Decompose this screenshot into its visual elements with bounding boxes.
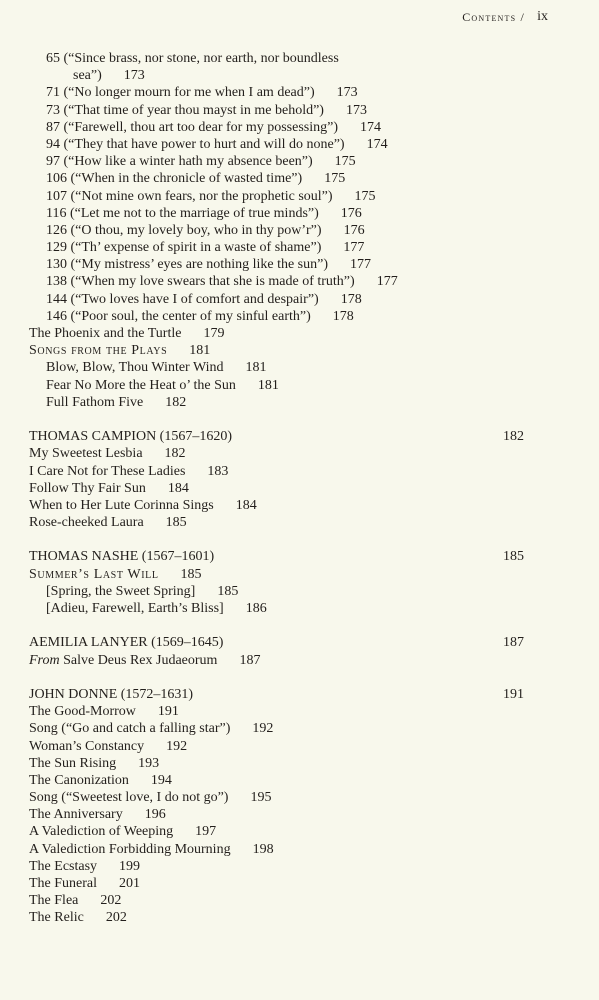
toc-subheading: Songs from the Plays 181 (29, 343, 211, 359)
toc-entry: 126 (“O thou, my lovely boy, who in thy pow’r”) 176 (46, 222, 365, 238)
toc-entry: The Ecstasy 199 (29, 858, 141, 874)
toc-entry: 130 (“My mistress’ eyes are nothing like the sun”) 177 (46, 257, 372, 273)
toc-entry: A Valediction of Weeping 197 (29, 824, 217, 840)
toc-entry: sea”) 173 (73, 68, 145, 84)
toc-entry: Song (“Sweetest love, I do not go”) 195 (29, 790, 272, 806)
toc-entry: 107 (“Not mine own fears, nor the prophetic soul”) 175 (46, 188, 376, 204)
toc-entry: [Spring, the Sweet Spring] 185 (46, 583, 239, 599)
toc-entry: The Good-Morrow 191 (29, 704, 179, 720)
toc-entry: The Canonization 194 (29, 772, 172, 788)
toc-entry: My Sweetest Lesbia 182 (29, 446, 186, 462)
toc-entry: The Anniversary 196 (29, 807, 166, 823)
running-head: Contents / (462, 10, 525, 24)
toc-entry: Woman’s Constancy 192 (29, 738, 188, 754)
author-heading: THOMAS NASHE (1567–1601) 185 (29, 549, 524, 565)
toc-entry: When to Her Lute Corinna Sings 184 (29, 497, 257, 513)
toc-entry: 94 (“They that have power to hurt and will do none”) 174 (46, 136, 388, 152)
toc-entry: 71 (“No longer mourn for me when I am dead”) 173 (46, 85, 358, 101)
toc-entry: 129 (“Th’ expense of spirit in a waste of shame”) 177 (46, 240, 365, 256)
toc-entry: Blow, Blow, Thou Winter Wind 181 (46, 360, 267, 376)
toc-entry: 138 (“When my love swears that she is made of truth”) 177 (46, 274, 398, 290)
toc-entry: A Valediction Forbidding Mourning 198 (29, 841, 274, 857)
toc-entry: 144 (“Two loves have I of comfort and despair”) 178 (46, 291, 362, 307)
toc-entry: The Phoenix and the Turtle 179 (29, 326, 225, 341)
author-heading: THOMAS CAMPION (1567–1620) 182 (29, 429, 524, 445)
toc-entry: 106 (“When in the chronicle of wasted time”) 175 (46, 171, 346, 187)
author-heading: AEMILIA LANYER (1569–1645) 187 (29, 635, 524, 651)
toc-entry: From Salve Deus Rex Judaeorum 187 (29, 652, 261, 668)
toc-entry: The Funeral 201 (29, 876, 141, 891)
toc-subheading: Summer’s Last Will 185 (29, 566, 202, 582)
toc-entry: Full Fathom Five 182 (46, 394, 187, 410)
toc-entry: 73 (“That time of year thou mayst in me behold”) 173 (46, 102, 367, 118)
toc-entry: The Sun Rising 193 (29, 755, 160, 771)
toc-entry: [Adieu, Farewell, Earth’s Bliss] 186 (46, 601, 267, 616)
toc-entry: 97 (“How like a winter hath my absence been”) 175 (46, 154, 356, 170)
author-heading: JOHN DONNE (1572–1631) 191 (29, 686, 524, 702)
toc-entry: 116 (“Let me not to the marriage of true minds”) 176 (46, 205, 362, 221)
toc-entry: Fear No More the Heat o’ the Sun 181 (46, 377, 279, 393)
page-header (0, 10, 599, 30)
toc-entry: Rose-cheeked Laura 185 (29, 515, 187, 531)
toc-entry: The Flea 202 (29, 893, 122, 909)
toc-entry: The Relic 202 (29, 910, 127, 926)
table-of-contents (0, 50, 599, 927)
toc-entry: Song (“Go and catch a falling star”) 192 (29, 721, 274, 737)
toc-entry: 87 (“Farewell, thou art too dear for my possessing”) 174 (46, 119, 381, 135)
toc-entry: I Care Not for These Ladies 183 (29, 463, 229, 479)
toc-entry: 65 (“Since brass, nor stone, nor earth, nor boundless (46, 51, 339, 66)
toc-entry: Follow Thy Fair Sun 184 (29, 480, 189, 496)
page-number: ix (537, 9, 548, 24)
toc-entry: 146 (“Poor soul, the center of my sinful earth”) 178 (46, 308, 354, 324)
